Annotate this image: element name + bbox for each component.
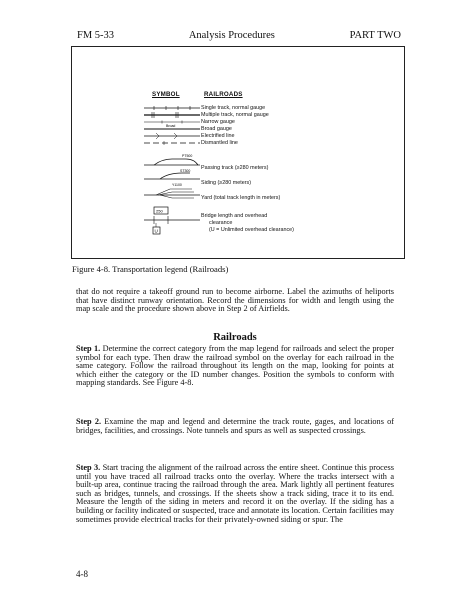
legend-label-single-track: Single track, normal gauge bbox=[201, 105, 266, 111]
svg-text:Broad: Broad bbox=[166, 124, 176, 128]
intro-paragraph: that do not require a takeoff ground run to become airborne. Label the azimuths of heliports that have distinct runway orientation. Record the dimensions for width and length using the map scale and the procedure shown above in Step 2 of Airfields. bbox=[76, 287, 394, 314]
symbol-column-heading: SYMBOL bbox=[152, 91, 180, 98]
single-track-symbol bbox=[144, 106, 200, 110]
svg-text:Y1100: Y1100 bbox=[172, 183, 182, 187]
svg-text:PT500: PT500 bbox=[182, 154, 193, 158]
legend-label-clearance: clearance bbox=[209, 220, 233, 226]
figure-caption: Figure 4-8. Transportation legend (Railroads) bbox=[72, 264, 229, 274]
yard-symbol bbox=[144, 183, 200, 198]
header-chapter-title: Analysis Procedures bbox=[188, 30, 275, 41]
legend-label-yard: Yard (total track length in meters) bbox=[201, 195, 281, 201]
header-manual-number: FM 5-33 bbox=[77, 30, 115, 41]
legend-label-siding: Siding (≥280 meters) bbox=[201, 180, 251, 186]
multiple-track-symbol bbox=[144, 112, 200, 118]
legend-label-multiple-track: Multiple track, normal gauge bbox=[201, 112, 269, 118]
svg-text:U: U bbox=[154, 228, 158, 234]
step-1-label: Step 1. bbox=[76, 344, 101, 353]
passing-track-symbol bbox=[144, 154, 200, 165]
dismantled-line-symbol bbox=[144, 141, 200, 145]
railroads-column-heading: RAILROADS bbox=[204, 91, 243, 98]
step-2-paragraph bbox=[76, 418, 394, 435]
svg-text:250: 250 bbox=[156, 208, 163, 214]
step-3-paragraph bbox=[76, 464, 394, 524]
broad-gauge-symbol bbox=[144, 124, 200, 129]
step-2-text: Examine the map and legend and determine the track route, gages, and locations of bridges, facilities, and crossings. Note tunnels and spurs as well as suspected crossings. bbox=[76, 417, 394, 435]
running-header bbox=[77, 30, 401, 44]
legend-symbols bbox=[142, 103, 204, 253]
header-part: PART TWO bbox=[349, 30, 401, 41]
legend-label-electrified: Electrified line bbox=[201, 133, 235, 139]
step-1-paragraph bbox=[76, 345, 394, 388]
legend-label-passing-track: Passing track (≥280 meters) bbox=[201, 165, 269, 171]
bridge-symbol bbox=[144, 207, 200, 224]
legend-label-bridge: Bridge length and overhead bbox=[201, 213, 268, 219]
legend-label-narrow-gauge: Narrow gauge bbox=[201, 119, 235, 125]
section-title: Railroads bbox=[213, 332, 257, 343]
legend-label-unlimited-clearance: (U = Unlimited overhead clearance) bbox=[209, 227, 294, 233]
page-number: 4-8 bbox=[76, 569, 88, 579]
step-1-text: Determine the correct category from the map legend for railroads and select the proper symbol for each type. Then draw the railroad symbol on the overlay for each railroad in the same category. Follow the railroad throughout its length on the map, looking for points at which either the category or the ID number changes. Position the symbols to conform with mapping standards. See Figure 4-8. bbox=[76, 344, 394, 388]
siding-symbol bbox=[144, 169, 200, 179]
clearance-symbol bbox=[153, 223, 160, 234]
step-2-label: Step 2. bbox=[76, 417, 102, 426]
electrified-line-symbol bbox=[144, 133, 200, 139]
legend-label-dismantled: Dismantled line bbox=[201, 140, 238, 146]
svg-text:ST300: ST300 bbox=[180, 169, 191, 173]
step-3-text: Start tracing the alignment of the railroad across the entire sheet. Continue this process until you have traced all railroad tracks onto the overlay. Where the tracks intersect with a built-up area, continue tracing the railroad through the area. Mark lightly all pertinent features such as bridges, tunnels, and crossings. If the sheets show a track siding, trace it to its end. Measure the length of the siding in meters and record it on the overlay. If the siding has a building or facility indicated or suspected, trace and annotate its location. Certain facilities may sometimes provide electrical tracks for their privately-owned siding or spur. The bbox=[76, 463, 394, 524]
legend-label-broad-gauge: Broad gauge bbox=[201, 126, 232, 132]
step-3-label: Step 3. bbox=[76, 463, 101, 472]
